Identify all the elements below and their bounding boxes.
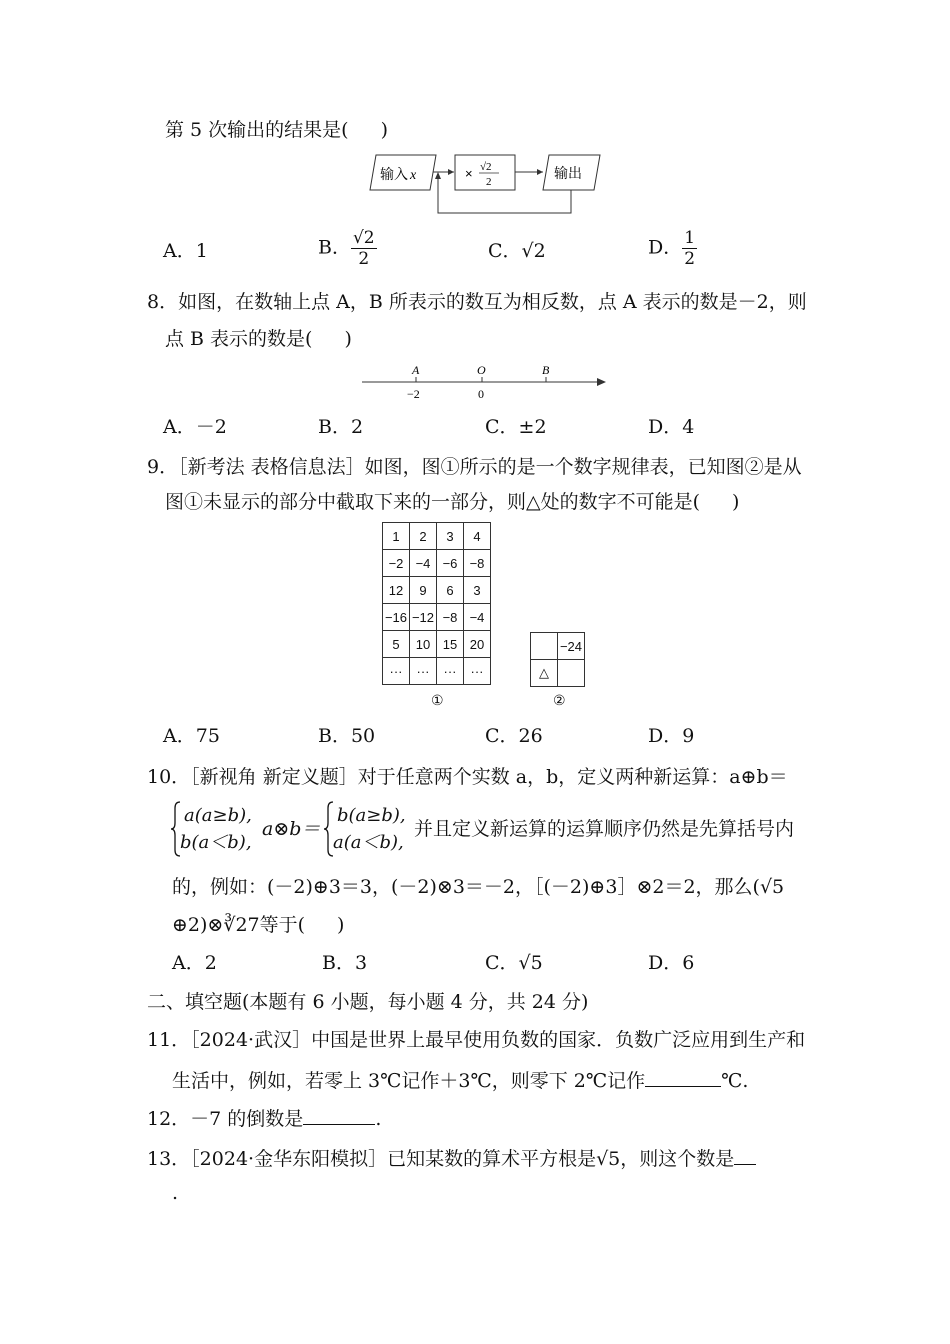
q9-option-d: D．9 [648, 725, 695, 747]
q10-line1: 10．［新视角 新定义题］对于任意两个实数 a，b，定义两种新运算：a⊕b＝ [147, 766, 788, 788]
q7-option-d: D． $\frac{1}{2}$ [648, 228, 696, 269]
q9-option-c: C．26 [485, 725, 543, 747]
q8-number-line [360, 360, 610, 405]
table-row [383, 523, 491, 550]
q11-answer-blank[interactable] [645, 1066, 721, 1087]
table-row [383, 577, 491, 604]
sqrt2-den: 2 [486, 176, 492, 188]
table-cell: −12 [410, 604, 437, 631]
table-cell: −8 [464, 550, 491, 577]
q7-option-b: B． $\frac{√2}{2}$ [318, 228, 375, 269]
table-cell: −4 [410, 550, 437, 577]
q9-option-a: A．75 [163, 725, 220, 747]
q8-option-c: C．±2 [485, 416, 547, 438]
case2-top: b(a≥b), [337, 805, 406, 826]
q12 [147, 1104, 381, 1132]
q7-stem-text: 第 5 次输出的结果是( [165, 119, 349, 141]
point-o-label: O [477, 363, 486, 377]
q7-option-c: C．√2 [488, 240, 546, 262]
table-cell: 2 [410, 523, 437, 550]
table-cell: −4 [464, 604, 491, 631]
point-o-value: 0 [478, 387, 484, 401]
figure1-caption: ① [431, 692, 444, 708]
q10-option-a: A．2 [172, 952, 217, 974]
q12-answer-blank[interactable] [303, 1104, 375, 1125]
q9-line2-text: 图①未显示的部分中截取下来的一部分，则△处的数字不可能是( [165, 491, 701, 513]
table-cell: 9 [410, 577, 437, 604]
case1-bottom: b(a＜b), [180, 832, 252, 853]
q8-line2 [165, 326, 352, 352]
q8-option-b: B．2 [318, 416, 364, 438]
table-cell: ··· [383, 658, 410, 685]
q10-option-c: C．√5 [485, 952, 543, 974]
q8-line1: 8．如图，在数轴上点 A，B 所表示的数互为相反数，点 A 表示的数是－2，则 [147, 291, 807, 313]
case2-bottom: a(a＜b), [333, 832, 404, 853]
q10-line3: 的，例如：(－2)⊕3＝3，(－2)⊗3＝－2，［(－2)⊕3］⊗2＝2，那么(√5 [172, 876, 785, 898]
table-cell: ··· [410, 658, 437, 685]
q12-text: 12．－7 的倒数是 [147, 1108, 304, 1130]
q10-definition-2 [323, 800, 415, 858]
q11-line1: 11．［2024·武汉］中国是世界上最早使用负数的国家．负数广泛应用到生产和 [147, 1029, 806, 1051]
q7-close: ) [380, 119, 389, 141]
table-cell: 20 [464, 631, 491, 658]
q8-option-a: A．－2 [163, 416, 227, 438]
q13 [147, 1144, 756, 1172]
input-label: 输入 [380, 166, 408, 182]
q9-close: ) [732, 491, 740, 513]
table-row [383, 550, 491, 577]
q8-option-d: D．4 [648, 416, 695, 438]
figure2-caption: ② [553, 692, 566, 708]
table-cell: ··· [464, 658, 491, 685]
q9-option-b: B．50 [318, 725, 376, 747]
q7-option-a: A．1 [163, 240, 208, 262]
table-cell: 12 [383, 577, 410, 604]
q13-answer-blank[interactable] [734, 1144, 756, 1165]
q11-line2 [172, 1066, 748, 1094]
table-cell: −2 [383, 550, 410, 577]
q10-line4 [172, 912, 344, 938]
figure1-table [382, 522, 491, 685]
q10-otimes-def: a⊗b＝ [262, 818, 321, 840]
q13-text: 13．［2024·金华东阳模拟］已知某数的算术平方根是√5，则这个数是 [147, 1148, 735, 1170]
table-cell [531, 633, 558, 660]
output-label: 输出 [554, 165, 582, 181]
q10-option-b: B．3 [322, 952, 368, 974]
table-cell: △ [531, 660, 558, 687]
q10-definition-1 [170, 800, 262, 858]
q7-flowchart [368, 150, 608, 220]
table-cell [558, 660, 585, 687]
input-var: x [410, 168, 417, 183]
point-a-label: A [412, 363, 420, 377]
table-cell: −8 [437, 604, 464, 631]
q9-line1: 9．［新考法 表格信息法］如图，图①所示的是一个数字规律表，已知图②是从 [147, 456, 802, 478]
q10-option-d: D．6 [648, 952, 695, 974]
q9-line2 [165, 489, 739, 515]
table-cell: 6 [437, 577, 464, 604]
table-cell: −6 [437, 550, 464, 577]
q8-line2-text: 点 B 表示的数是( [165, 328, 313, 350]
q13-end: . [172, 1182, 179, 1204]
table-cell: 3 [464, 577, 491, 604]
q11-line2-text: 生活中，例如，若零上 3℃记作＋3℃，则零下 2℃记作 [172, 1070, 646, 1092]
q8-close: ) [344, 328, 352, 350]
table-row [531, 633, 585, 660]
point-a-value: −2 [407, 387, 420, 401]
figure2-table [530, 632, 585, 687]
q10-tail: 并且定义新运算的运算顺序仍然是先算括号内 [414, 818, 795, 840]
section2-heading: 二、填空题(本题有 6 小题，每小题 4 分，共 24 分) [147, 991, 589, 1013]
table-cell: 3 [437, 523, 464, 550]
table-cell: 5 [383, 631, 410, 658]
point-b-label: B [542, 363, 550, 377]
table-cell: −24 [558, 633, 585, 660]
table-row [383, 658, 491, 685]
table-cell: 10 [410, 631, 437, 658]
table-cell: 15 [437, 631, 464, 658]
q12-end: . [375, 1108, 382, 1130]
table-cell: −16 [383, 604, 410, 631]
q10-close: ) [337, 914, 345, 936]
table-cell: 1 [383, 523, 410, 550]
q7-stem [165, 117, 388, 143]
case1-top: a(a≥b), [184, 805, 252, 826]
table-cell: ··· [437, 658, 464, 685]
q10-line4-text: ⊕2)⊗∛27等于( [172, 914, 306, 936]
table-row [383, 631, 491, 658]
table-row [383, 604, 491, 631]
q11-unit: ℃. [721, 1070, 749, 1092]
table-cell: 4 [464, 523, 491, 550]
sqrt2-num: √2 [480, 161, 492, 173]
multiply-sign: × [465, 166, 473, 181]
table-row [531, 660, 585, 687]
